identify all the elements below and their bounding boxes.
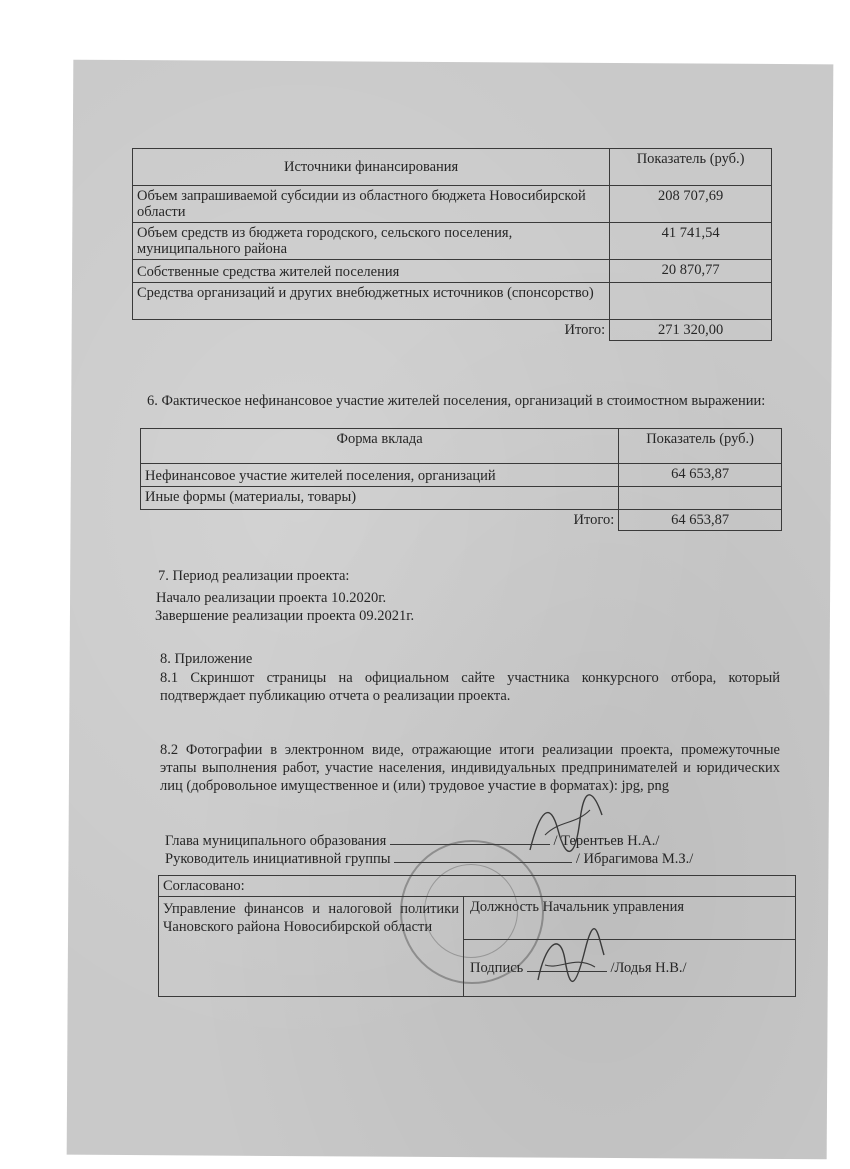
funding-sources-table [132, 148, 772, 341]
section8-item1: 8.1 Скриншот страницы на официальном сайте участника конкурсного отбора, который подтверждает публикацию отчета о реализации проекта. [160, 670, 780, 704]
total-label: Итого: [141, 510, 619, 531]
header-value: Показатель (руб.) [610, 149, 772, 186]
section6-text: 6. Фактическое нефинансовое участие жителей поселения, организаций в стоимостном выражении: [147, 393, 766, 409]
section8-item2: 8.2 Фотографии в электронном виде, отражающие итоги реализации проекта, промежуточные этапы выполнения работ, участие населения, индивидуальных предпринимателей и юридических лиц (добровольное имущественное и (или) трудовое участие в форматах): jpg, png [160, 742, 780, 794]
leader-name: / Ибрагимова М.З./ [575, 851, 694, 867]
handwritten-signature [530, 925, 610, 995]
agreement-title: Согласовано: [159, 876, 795, 897]
table-header-row [141, 429, 782, 464]
signature-name: /Лодья Н.В./ [610, 960, 687, 976]
total-value: 271 320,00 [610, 320, 772, 341]
agreement-position: Должность Начальник управления [463, 897, 795, 940]
row-value [610, 283, 772, 320]
row-value [619, 487, 782, 510]
leader-signature-row [165, 850, 765, 868]
table-total-row [141, 510, 782, 531]
head-signature-row [165, 832, 765, 850]
signature-line [394, 862, 572, 863]
section7-title: 7. Период реализации проекта: [158, 568, 350, 584]
contribution-table [140, 428, 782, 531]
row-value: 208 707,69 [610, 186, 772, 223]
table-header-row [133, 149, 772, 186]
table-row [133, 283, 772, 320]
table-row [141, 464, 782, 487]
row-value: 20 870,77 [610, 260, 772, 283]
table-row [141, 487, 782, 510]
section7-start: Начало реализации проекта 10.2020г. [156, 590, 387, 606]
row-value: 41 741,54 [610, 223, 772, 260]
signature-label: Подпись [470, 960, 524, 976]
row-label: Средства организаций и других внебюджетных источников (спонсорство) [133, 283, 610, 320]
header-source: Источники финансирования [133, 149, 610, 186]
section8-title: 8. Приложение [160, 651, 253, 667]
handwritten-signature [520, 790, 610, 860]
agreement-signature-row [463, 936, 795, 996]
row-label: Объем запрашиваемой субсидии из областного бюджета Новосибирской области [133, 186, 610, 223]
row-label: Объем средств из бюджета городского, сельского поселения, муниципального района [133, 223, 610, 260]
row-label: Собственные средства жителей поселения [133, 260, 610, 283]
row-value: 64 653,87 [619, 464, 782, 487]
table-row [133, 223, 772, 260]
table-row [133, 186, 772, 223]
head-label: Глава муниципального образования [165, 833, 387, 849]
row-label: Нефинансовое участие жителей поселения, организаций [141, 464, 619, 487]
table-total-row [133, 320, 772, 341]
total-value: 64 653,87 [619, 510, 782, 531]
head-name: / Терентьев Н.А./ [553, 833, 660, 849]
header-form: Форма вклада [141, 429, 619, 464]
table-row [133, 260, 772, 283]
row-label: Иные формы (материалы, товары) [141, 487, 619, 510]
section7-end: Завершение реализации проекта 09.2021г. [155, 608, 415, 624]
agreement-org: Управление финансов и налоговой политики Чановского района Новосибирской области [163, 901, 459, 935]
leader-label: Руководитель инициативной группы [165, 851, 391, 867]
total-label: Итого: [133, 320, 610, 341]
agreement-block [158, 875, 796, 997]
header-value: Показатель (руб.) [619, 429, 782, 464]
